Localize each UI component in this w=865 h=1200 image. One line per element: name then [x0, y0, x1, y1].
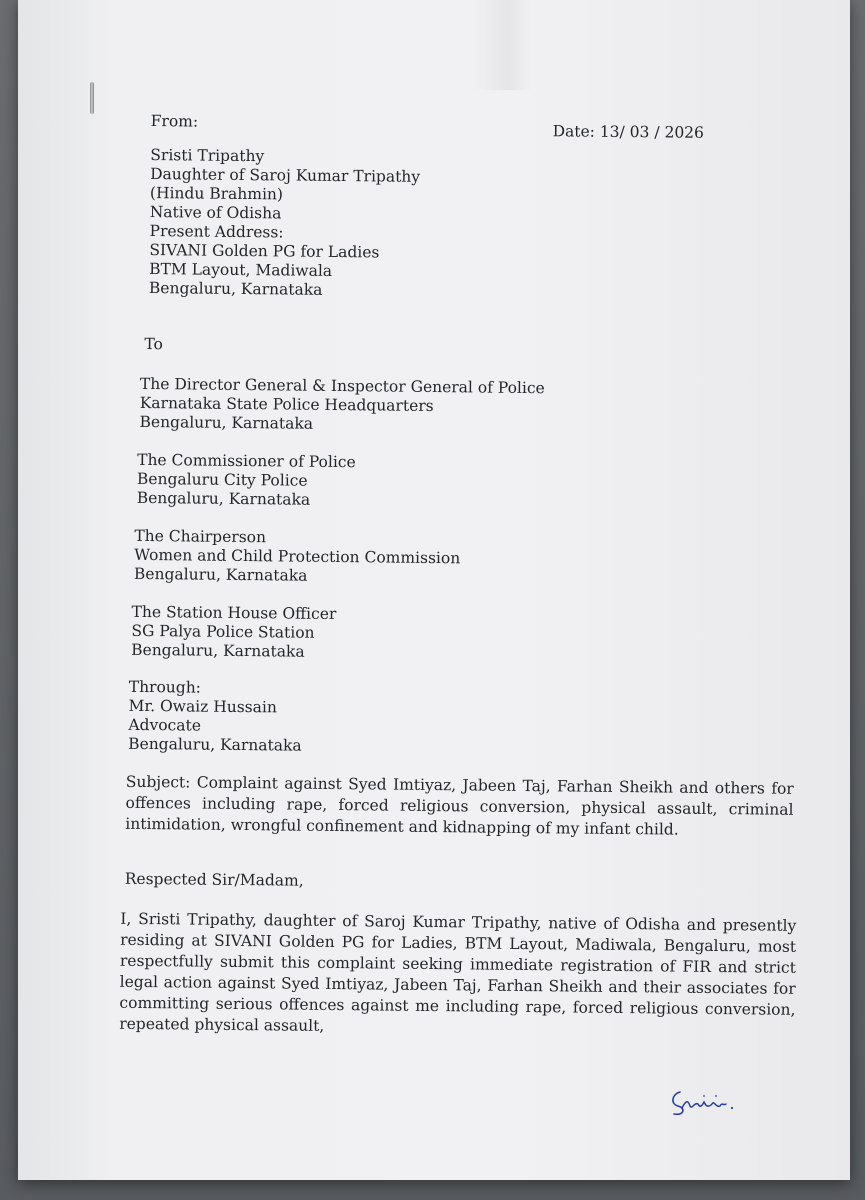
through-line: Bengaluru, Karnataka	[128, 734, 302, 755]
sender-line: BTM Layout, Madiwala	[149, 260, 333, 280]
salutation: Respected Sir/Madam,	[124, 869, 304, 890]
through-label: Through:	[128, 677, 202, 697]
sender-line: Native of Odisha	[149, 203, 282, 223]
handwritten-signature	[666, 1082, 746, 1122]
letter-content	[6, 0, 850, 1184]
to-label: To	[144, 334, 163, 354]
letter-date: Date: 13/ 03 / 2026	[552, 122, 705, 142]
through-line: Advocate	[128, 715, 202, 735]
recipient-line: The Director General & Inspector General of Police	[139, 374, 545, 398]
recipient-line: SG Palya Police Station	[131, 621, 315, 642]
recipient-line: The Commissioner of Police	[137, 450, 356, 472]
through-line: Mr. Owaiz Hussain	[128, 696, 277, 717]
recipient-line: Bengaluru, Karnataka	[133, 564, 308, 585]
sender-line: (Hindu Brahmin)	[149, 184, 284, 204]
recipient-line: Karnataka State Police Headquarters	[139, 393, 434, 416]
body-paragraph: I, Sristi Tripathy, daughter of Saroj Kumar Tripathy, native of Odisha and presently residing at SIVANI Golden PG for Ladies, BTM Layout, Madiwala, Bengaluru, most respectfully submit this complaint seeking immediate registration of FIR and strict legal action against Syed Imtiyaz, Jabeen Taj, Farhan Sheikh and their associates for committing serious offences against me including rape, forced religious conversion, repeated physical assault,	[119, 909, 797, 1035]
sender-line: Sristi Tripathy	[150, 146, 265, 166]
recipient-line: Bengaluru City Police	[136, 469, 308, 490]
recipient-line: Bengaluru, Karnataka	[136, 488, 311, 509]
recipient-line: Bengaluru, Karnataka	[139, 412, 314, 433]
recipient-line: The Station House Officer	[131, 602, 337, 624]
sender-line: Present Address:	[149, 222, 284, 242]
recipient-line: Women and Child Protection Commission	[134, 545, 461, 568]
recipient-line: Bengaluru, Karnataka	[131, 640, 305, 661]
subject-paragraph: Subject: Complaint against Syed Imtiyaz, Jabeen Taj, Farhan Sheikh and others for offences including rape, forced religious conversion, physical assault, criminal intimidation, wrongful confinement and kidnapping of my infant child.	[125, 772, 794, 839]
letter-page	[18, 0, 850, 1180]
recipient-line: The Chairperson	[134, 526, 267, 547]
sender-line: Bengaluru, Karnataka	[148, 279, 323, 299]
sender-line: SIVANI Golden PG for Ladies	[149, 241, 380, 262]
sender-line: Daughter of Saroj Kumar Tripathy	[150, 165, 421, 186]
from-label: From:	[150, 112, 199, 131]
